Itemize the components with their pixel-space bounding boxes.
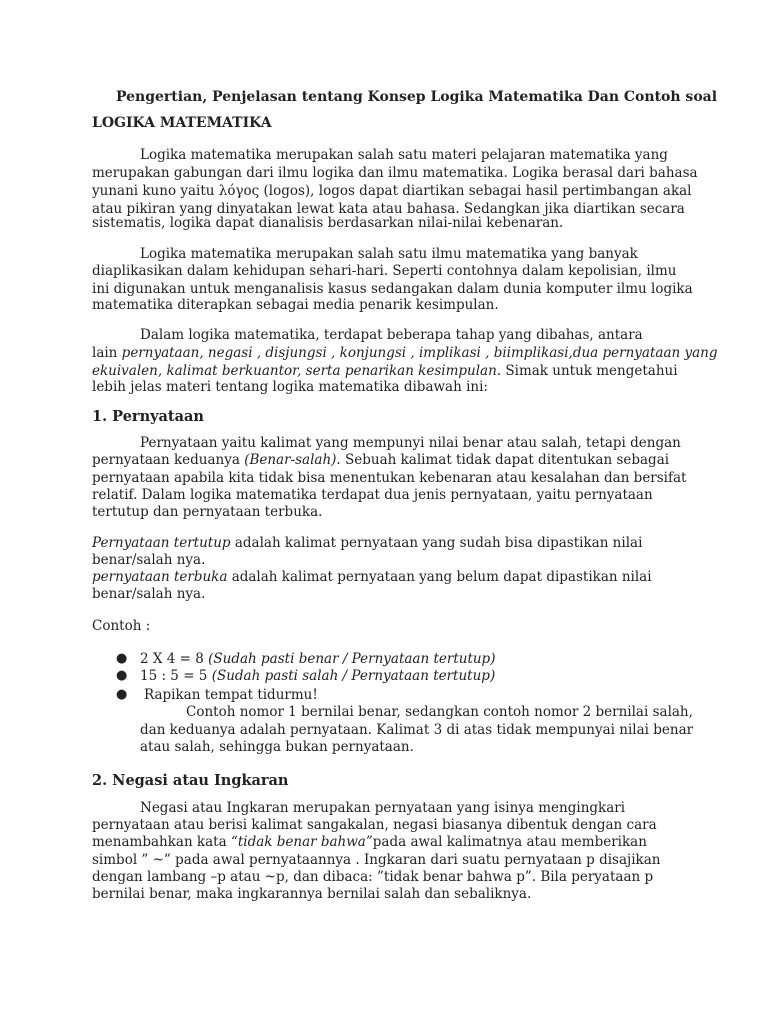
para1-line-5: sistematis, logika dapat dianalisis berdasarkan nilai-nilai kebenaran. bbox=[92, 215, 564, 231]
def-closed-rest: adalah kalimat pernyataan yang sudah bisa dipastikan nilai bbox=[230, 535, 643, 551]
def-open-line-2: benar/salah nya. bbox=[92, 586, 206, 602]
def-closed-term: Pernyataan tertutup bbox=[92, 535, 231, 551]
para3-line-3-plain: Simak untuk mengetahui bbox=[501, 363, 678, 379]
example-1-expr: 2 X 4 = 8 bbox=[140, 651, 209, 667]
def-closed-line-2: benar/salah nya. bbox=[92, 552, 206, 568]
s2-line-3 bbox=[92, 833, 647, 851]
para3-line-2-italic: pernyataan, negasi , disjungsi , konjungsi , implikasi , biimplikasi,dua pernyataan yang bbox=[121, 345, 718, 361]
para1-line-1: Logika matematika merupakan salah satu materi pelajaran matematika yang bbox=[140, 147, 668, 163]
section2-heading: 2. Negasi atau Ingkaran bbox=[92, 772, 289, 789]
explanation-line-1: Contoh nomor 1 bernilai benar, sedangkan contoh nomor 2 bernilai salah, bbox=[186, 704, 693, 720]
para1-line-2: merupakan gabungan dari ilmu logika dan ilmu matematika. Logika berasal dari bahasa bbox=[92, 165, 698, 181]
example-2 bbox=[140, 667, 495, 685]
para1-line-4: atau pikiran yang dinyatakan lewat kata atau bahasa. Sedangkan jika diartikan secara bbox=[92, 201, 685, 217]
s2-line-6: bernilai benar, maka ingkarannya bernilai salah dan sebaliknya. bbox=[92, 886, 532, 902]
example-2-note: (Sudah pasti salah / Pernyataan tertutup) bbox=[211, 668, 496, 684]
s1-para-line-5: tertutup dan pernyataan terbuka. bbox=[92, 504, 323, 520]
example-1 bbox=[140, 650, 495, 668]
para3-line-4: lebih jelas materi tentang logika matematika dibawah ini: bbox=[92, 379, 488, 395]
def-open-rest: adalah kalimat pernyataan yang belum dapat dipastikan nilai bbox=[227, 569, 652, 585]
s1-para-line-2-plain: pernyataan keduanya bbox=[92, 452, 245, 468]
s2-line-2: pernyataan atau berisi kalimat sangakalan, negasi biasanya dibentuk dengan cara bbox=[92, 817, 657, 833]
explanation-line-3: atau salah, sehingga bukan pernyataan. bbox=[140, 739, 414, 755]
s2-line-3-plain: menambahkan kata bbox=[92, 834, 231, 850]
s1-para-line-3: pernyataan apabila kita tidak bisa menentukan kebenaran atau kesalahan dan bersifat bbox=[92, 470, 687, 486]
para2-line-4: matematika diterapkan sebagai media penarik kesimpulan. bbox=[92, 297, 499, 313]
s2-line-3-italic: “tidak benar bahwa” bbox=[230, 834, 373, 850]
page-title: Pengertian, Penjelasan tentang Konsep Logika Matematika Dan Contoh soal bbox=[116, 89, 718, 105]
s1-para-line-2-italic: (Benar-salah). bbox=[244, 452, 341, 468]
para2-line-2: diaplikasikan dalam kehidupan sehari-hari. Seperti contohnya dalam kepolisian, ilmu bbox=[92, 263, 677, 279]
s1-para-line-1: Pernyataan yaitu kalimat yang mempunyi nilai benar atau salah, tetapi dengan bbox=[140, 435, 681, 451]
example-3: Rapikan tempat tidurmu! bbox=[144, 687, 318, 703]
example-1-note: (Sudah pasti benar / Pernyataan tertutup) bbox=[208, 651, 496, 667]
explanation-line-2: dan keduanya adalah pernyataan. Kalimat 3 di atas tidak mempunyai nilai benar bbox=[140, 722, 694, 738]
para3-line-1: Dalam logika matematika, terdapat beberapa tahap yang dibahas, antara bbox=[140, 327, 643, 343]
para2-line-1: Logika matematika merupakan salah satu ilmu matematika yang banyak bbox=[140, 246, 638, 262]
bullet-dot-2: ● bbox=[116, 668, 128, 683]
section1-heading: 1. Pernyataan bbox=[92, 408, 204, 425]
def-open-term: pernyataan terbuka bbox=[92, 569, 228, 585]
para1-line-3: yunani kuno yaitu λόγος (logos), logos dapat diartikan sebagai hasil pertimbangan akal bbox=[92, 183, 692, 199]
s2-line-5: dengan lambang –p atau ~p, dan dibaca: ”tidak benar bahwa p”. Bila peryataan p bbox=[92, 869, 654, 885]
para2-line-3: ini digunakan untuk menganalisis kasus sedangakan dalam dunia komputer ilmu logika bbox=[92, 281, 693, 297]
s2-line-1: Negasi atau Ingkaran merupakan pernyataan yang isinya mengingkari bbox=[140, 800, 626, 816]
s1-para-line-4: relatif. Dalam logika matematika terdapat dua jenis pernyataan, yaitu pernyataan bbox=[92, 487, 653, 503]
example-2-expr: 15 : 5 = 5 bbox=[140, 668, 212, 684]
s1-para-line-2 bbox=[92, 451, 669, 469]
main-heading: LOGIKA MATEMATIKA bbox=[92, 115, 272, 131]
def-closed-line-1 bbox=[92, 534, 642, 552]
bullet-dot-3: ● bbox=[116, 687, 128, 702]
para3-line-2-plain: lain bbox=[92, 345, 122, 361]
para3-line-3-italic: ekuivalen, kalimat berkuantor, serta penarikan kesimpulan. bbox=[92, 363, 502, 379]
para3-line-2 bbox=[92, 344, 718, 362]
s2-line-4: simbol ” ~” pada awal pernyataannya . Ingkaran dari suatu pernyataan p disajikan bbox=[92, 852, 661, 868]
s2-line-3-rest: pada awal kalimatnya atau memberikan bbox=[372, 834, 647, 850]
def-open-line-1 bbox=[92, 568, 652, 586]
contoh-label: Contoh : bbox=[92, 618, 151, 634]
s1-para-line-2-rest: Sebuah kalimat tidak dapat ditentukan sebagai bbox=[340, 452, 670, 468]
bullet-dot-1: ● bbox=[116, 651, 128, 666]
